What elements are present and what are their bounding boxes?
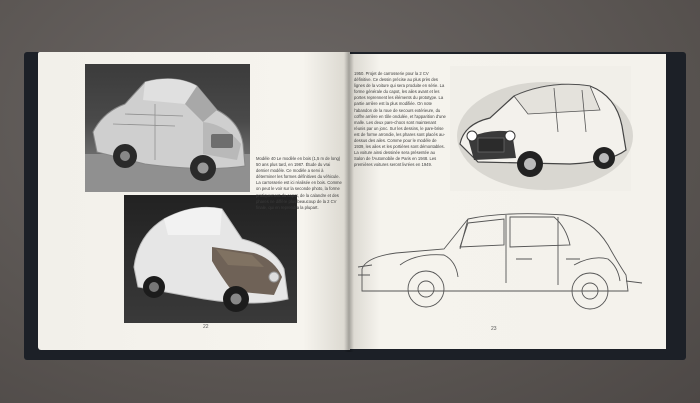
front-sketch-illustration [450,66,631,191]
right-caption: 1950. Projet de carrosserie pour la 2 CV définitive. Ce dessin précise au plus près des lignes de la voiture qui sera produite en série. La forme générale du capot, les ailes avant et les portes reprennent les éléments du prototype. La partie arrière est la plus modifiée. On note l'abandon de la roue de secours extérieure, du coffre arrière en tôle ondulée, et l'apparition d'une malle. Les deux pare-chocs sont maintenant réunis par un jonc. Sur les dessins, le pare-brise est de forme arrondie, les phares sont placés au-dessus des ailes. Comme pour le modèle de 1939, les ailes et les portières sont démontables. La voiture ainsi dessinée sera présentée au Salon de l'Automobile de Paris en 1948. Les premières voitures seront livrées en 1949. [354,71,446,168]
book-gutter [344,52,354,352]
side-view-illustration [356,205,656,327]
right-page-number: 23 [491,326,497,332]
front-sketch [450,66,631,191]
left-page-number: 22 [203,324,209,330]
side-view-drawing [356,205,656,327]
wood-model-photo [85,64,250,192]
clay-model-illustration [124,195,297,323]
left-caption: Modèle 40 Le modèle en bois (1,5 m de long) 50 ans plus tard, en 1987. Étude du vrai dernier modèle. Ce modèle a servi à déterminer les formes définitives du véhicule. La carrosserie est ici réalisée en bois. Comme on peut le voir sur la seconde photo, la forme pratiquement du capot, de la calandre et des phares ne diffère plus beaucoup de la 2 CV finale, qui en reprendra la plupart. [256,156,342,210]
wood-model-illustration [85,64,250,192]
clay-model-photo [124,195,297,323]
